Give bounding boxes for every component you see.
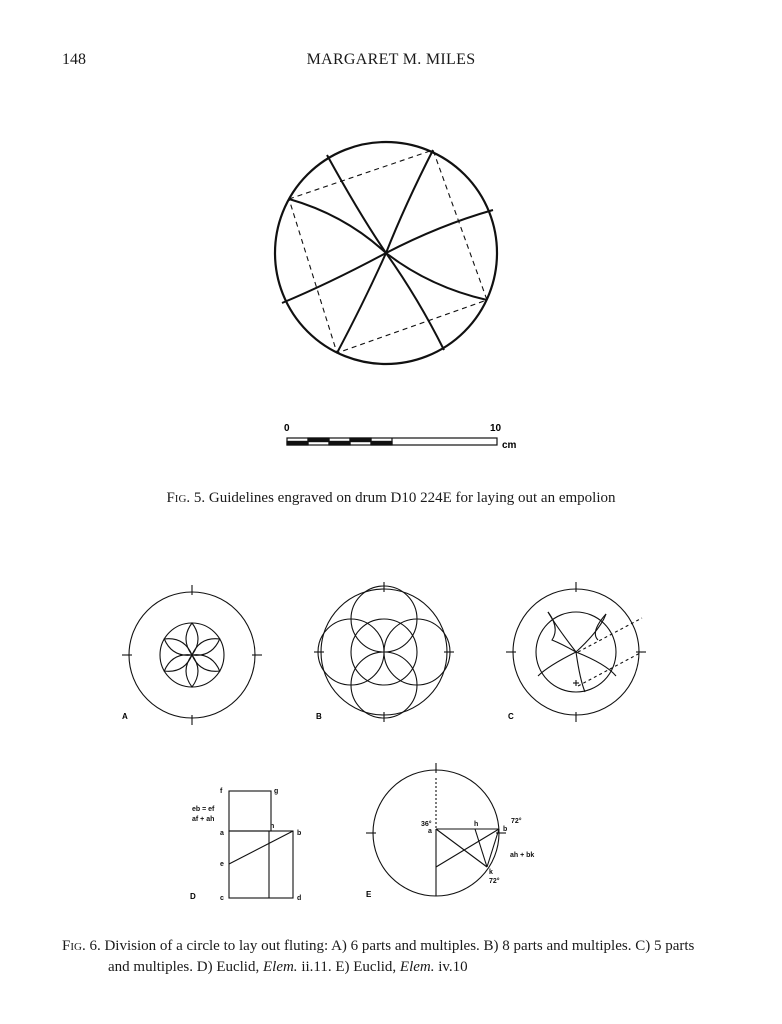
fig5-drawing (275, 142, 497, 364)
svg-text:d: d (297, 895, 302, 902)
fig6-caption (62, 936, 752, 978)
fig5-scale-bar (287, 438, 497, 445)
svg-text:f: f (220, 788, 223, 795)
svg-text:h: h (270, 823, 275, 830)
fig6-caption-label: Fig. 6. (62, 938, 101, 954)
fig6-caption-line1: Division of a circle to lay out fluting: A) 6 parts and multiples. B) 8 parts and multiples. C) 5 parts (104, 938, 695, 954)
svg-text:36°: 36° (421, 821, 432, 828)
svg-text:k: k (489, 869, 493, 876)
panel-label-e: E (366, 890, 372, 899)
scale-unit: cm (502, 440, 517, 451)
fig6-panel-d-labels (192, 788, 301, 902)
svg-text:ah + bk: ah + bk (510, 852, 535, 859)
svg-text:af + ah: af + ah (192, 816, 215, 823)
panel-label-c: C (508, 712, 514, 721)
fig5-caption-text: Guidelines engraved on drum D10 224E for laying out an empolion (208, 490, 616, 506)
scale-label-min: 0 (284, 423, 290, 434)
scale-label-max: 10 (490, 423, 502, 434)
svg-text:72°: 72° (511, 818, 522, 825)
svg-text:h: h (474, 821, 479, 828)
svg-text:a: a (220, 830, 224, 837)
svg-text:b: b (503, 826, 508, 833)
panel-label-a: A (122, 712, 128, 721)
fig5-caption (0, 490, 782, 507)
running-head: MARGARET M. MILES (306, 51, 476, 68)
fig6-panel-e (366, 763, 506, 896)
svg-text:eb = ef: eb = ef (192, 806, 215, 813)
panel-label-d: D (190, 892, 196, 901)
fig5-caption-label: Fig. 5. (166, 490, 206, 506)
svg-text:e: e (220, 861, 224, 868)
fig6-panel-e-labels (421, 817, 534, 885)
fig6-panel-d (229, 791, 293, 898)
svg-text:b: b (297, 830, 302, 837)
fig6-panel-a (122, 585, 262, 725)
svg-text:g: g (274, 788, 279, 795)
fig6-panel-b (314, 582, 454, 722)
fig6-panel-c (506, 582, 646, 722)
svg-text:c: c (220, 895, 224, 902)
panel-label-b: B (316, 712, 322, 721)
fig6-caption-line2: and multiples. D) Euclid, Elem. ii.11. E) Euclid, Elem. iv.10 (108, 959, 468, 975)
svg-text:72°: 72° (489, 878, 500, 885)
page-number: 148 (62, 51, 86, 68)
svg-text:a: a (428, 828, 432, 835)
